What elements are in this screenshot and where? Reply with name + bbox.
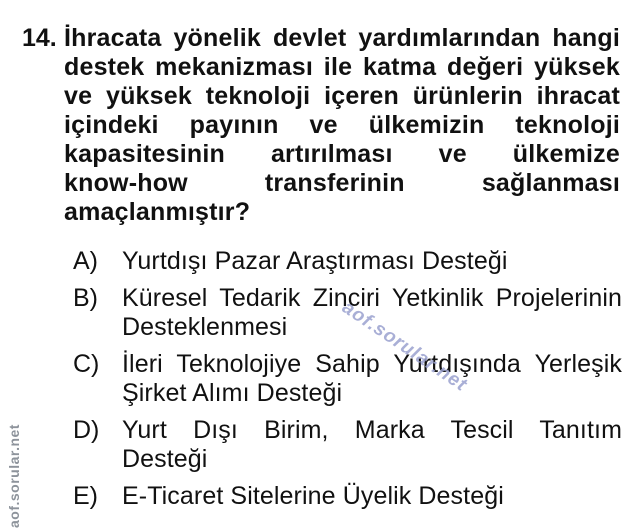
option-text-line: İleri Teknolojiye Sahip Yurtdışında Yerleşik xyxy=(122,350,622,378)
option-row-d xyxy=(73,416,622,474)
question-line: kapasitesinin artırılması ve ülkemize xyxy=(64,140,620,168)
option-text-a xyxy=(122,247,622,276)
option-letter-b: B) xyxy=(73,284,98,312)
option-row-c xyxy=(73,350,622,408)
question-number: 14. xyxy=(22,24,57,52)
option-letter-c: C) xyxy=(73,350,100,378)
option-text-c xyxy=(122,350,622,408)
option-letter-a: A) xyxy=(73,247,98,275)
option-letter-e: E) xyxy=(73,482,98,510)
option-text-line: Küresel Tedarik Zinciri Yetkinlik Projelerinin xyxy=(122,284,622,312)
question-line: ve yüksek teknoloji içeren ürünlerin ihracat xyxy=(64,82,620,110)
question-text xyxy=(64,24,620,227)
option-row-a xyxy=(73,247,622,276)
answer-options-list xyxy=(73,247,622,511)
question-line: know-how transferinin sağlanması xyxy=(64,169,620,197)
option-text-line: E-Ticaret Sitelerine Üyelik Desteği xyxy=(122,482,504,510)
question-line: amaçlanmıştır? xyxy=(64,198,251,226)
option-row-e xyxy=(73,482,622,511)
option-text-line: Desteklenmesi xyxy=(122,313,288,341)
question-line: içindeki payının ve ülkemizin teknoloji xyxy=(64,111,620,139)
watermark-diagonal-center: aof.sorular.net xyxy=(338,297,471,397)
watermark-vertical-left: aof.sorular.net xyxy=(6,424,22,528)
option-text-line: Yurtdışı Pazar Araştırması Desteği xyxy=(122,247,508,275)
question-line: İhracata yönelik devlet yardımlarından hangi xyxy=(64,24,620,52)
option-text-line: Desteği xyxy=(122,445,208,473)
option-text-d xyxy=(122,416,622,474)
option-text-e xyxy=(122,482,622,511)
option-text-line: Şirket Alımı Desteği xyxy=(122,379,343,407)
option-text-line: Yurt Dışı Birim, Marka Tescil Tanıtım xyxy=(122,416,622,444)
option-letter-d: D) xyxy=(73,416,100,444)
question-line: destek mekanizması ile katma değeri yüksek xyxy=(64,53,620,81)
